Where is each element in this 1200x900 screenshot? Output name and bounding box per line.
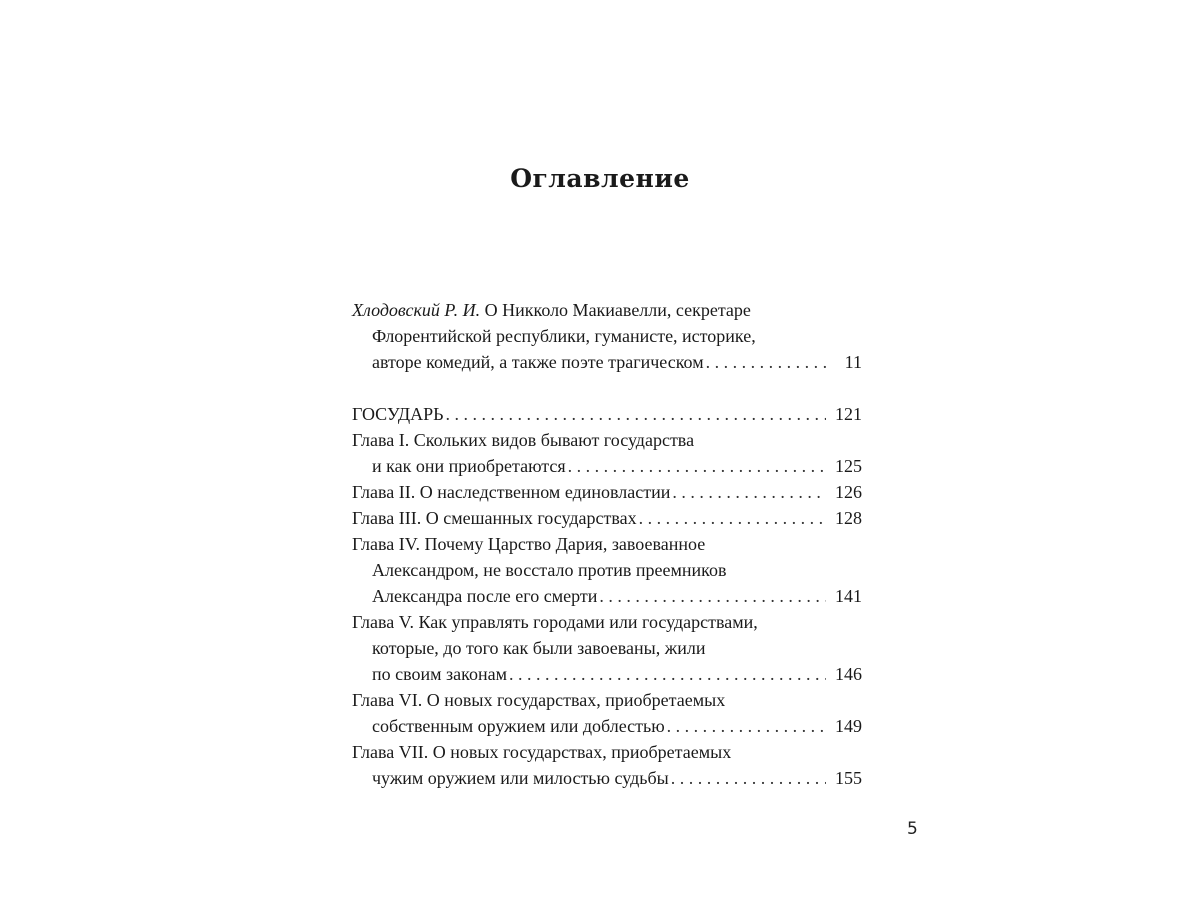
toc-entry-line — [352, 297, 862, 323]
toc-entry-line: Глава I. Скольких видов бывают государства — [352, 430, 695, 450]
dot-leader — [599, 583, 826, 609]
toc-entry-line — [352, 661, 862, 687]
toc-page-number: 155 — [835, 768, 862, 788]
page-title: Оглавление — [510, 164, 690, 193]
dot-leader — [671, 765, 826, 791]
dot-leader — [706, 349, 826, 375]
toc-entry-text: Глава III. О смешанных государствах — [352, 508, 637, 528]
dot-leader — [509, 661, 826, 687]
toc-entry-author: Хлодовский Р. И. — [352, 300, 481, 320]
toc-entry-text: чужим оружием или милостью судьбы — [372, 768, 669, 788]
toc-page-number: 141 — [835, 586, 862, 606]
toc-entry-text: Глава II. О наследственном единовластии — [352, 482, 671, 502]
toc-entry-part — [352, 401, 862, 427]
toc-entry-chapter — [352, 739, 862, 791]
toc-entry-line: Глава V. Как управлять городами или государствами, — [352, 612, 758, 632]
toc-page-number: 125 — [835, 456, 862, 476]
toc-page-number: 121 — [835, 404, 862, 424]
toc-entry-chapter — [352, 687, 862, 739]
toc-entry-text: авторе комедий, а также поэте трагическом — [372, 352, 704, 372]
toc-entry-text: собственным оружием или доблестью — [372, 716, 665, 736]
toc-entry-line: Глава VI. О новых государствах, приобретаемых — [352, 690, 726, 710]
toc-entry-line: Флорентийской республики, гуманисте, историке, — [372, 326, 756, 346]
toc-page-number: 149 — [835, 716, 862, 736]
dot-leader — [568, 453, 826, 479]
toc-entry-line — [352, 479, 862, 505]
table-of-contents — [352, 297, 862, 791]
toc-entry-line: Александром, не восстало против преемников — [372, 560, 727, 580]
toc-entry-chapter — [352, 609, 862, 687]
toc-entry-line — [352, 505, 862, 531]
toc-entry-text: и как они приобретаются — [372, 456, 566, 476]
toc-part-title: ГОСУДАРЬ — [352, 404, 444, 424]
toc-entry-text: Александра после его смерти — [372, 586, 598, 606]
dot-leader — [446, 401, 827, 427]
toc-entry-line: Глава VII. О новых государствах, приобретаемых — [352, 742, 732, 762]
toc-entry-text: О Никколо Макиавелли, секретаре — [484, 300, 751, 320]
toc-page-number: 126 — [835, 482, 862, 502]
page-number: 5 — [907, 819, 918, 839]
toc-entry-line — [352, 583, 862, 609]
toc-page-number: 11 — [844, 352, 862, 372]
dot-leader — [639, 505, 826, 531]
toc-entry-intro — [352, 297, 862, 375]
toc-entry-text: по своим законам — [372, 664, 507, 684]
dot-leader — [672, 479, 826, 505]
toc-entry-line: Глава IV. Почему Царство Дария, завоеванное — [352, 534, 706, 554]
toc-entry-chapter — [352, 505, 862, 531]
toc-entry-line — [352, 453, 862, 479]
toc-entry-chapter — [352, 427, 862, 479]
toc-entry-chapter — [352, 479, 862, 505]
dot-leader — [667, 713, 826, 739]
toc-entry-line: которые, до того как были завоеваны, жили — [372, 638, 706, 658]
toc-entry-line — [352, 765, 862, 791]
toc-entry-line — [352, 713, 862, 739]
toc-entry-line — [352, 349, 862, 375]
toc-entry-line — [352, 401, 862, 427]
toc-entry-chapter — [352, 531, 862, 609]
toc-page-number: 128 — [835, 508, 862, 528]
toc-page-number: 146 — [835, 664, 862, 684]
